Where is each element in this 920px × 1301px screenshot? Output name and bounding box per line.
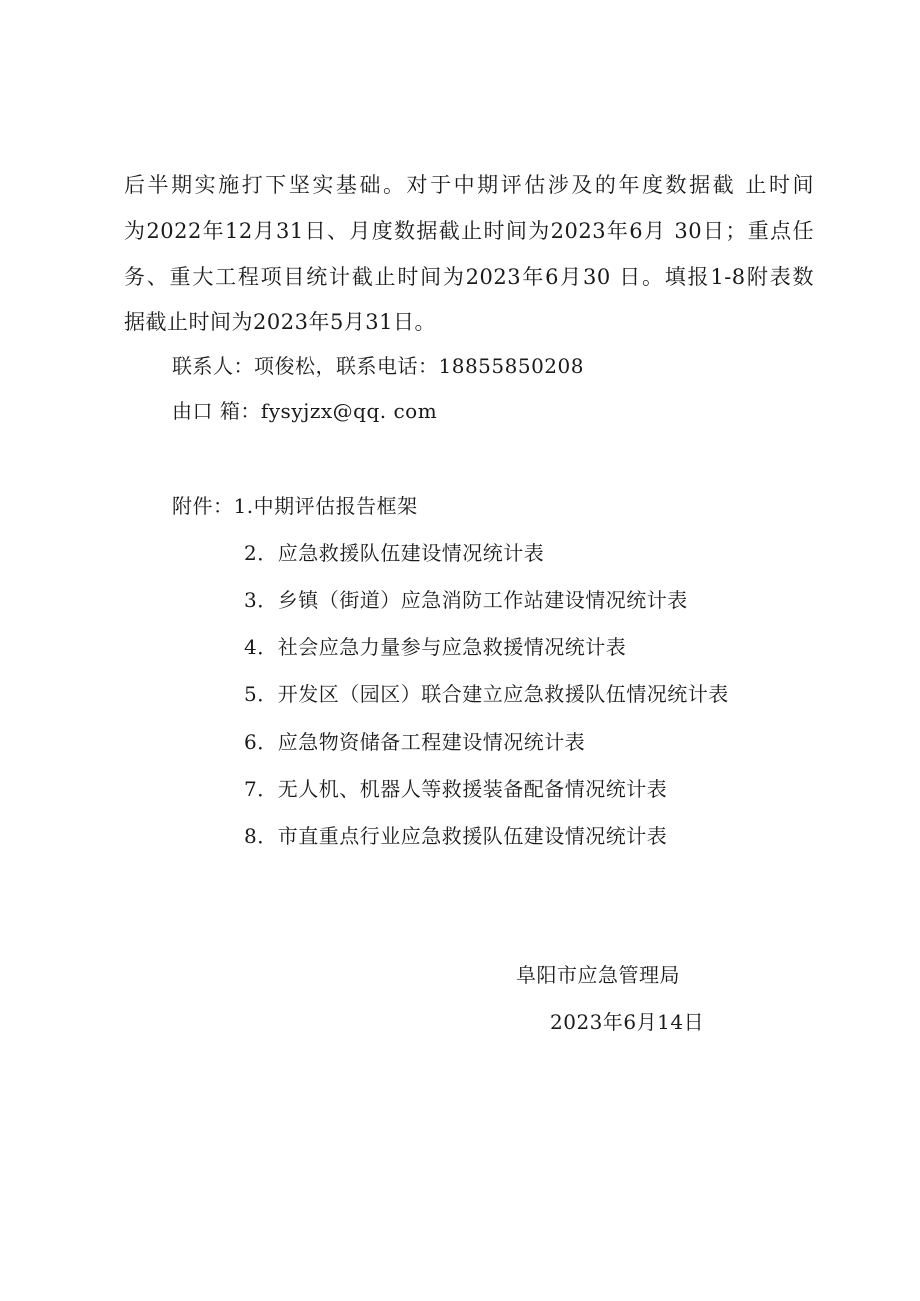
attachment-item-3: 3．乡镇（街道）应急消防工作站建设情况统计表 [244, 588, 688, 612]
attachment-item-7: 7．无人机、机器人等救援装备配备情况统计表 [244, 777, 668, 801]
attachment-item-4: 4．社会应急力量参与应急救援情况统计表 [244, 635, 627, 659]
attachment-item-2: 2．应急救援队伍建设情况统计表 [244, 541, 545, 565]
signature-date: 2023年6月14日 [550, 1010, 705, 1034]
attachment-item-6: 6．应急物资储备工程建设情况统计表 [244, 730, 586, 754]
attachment-item-5: 5．开发区（园区）联合建立应急救援队伍情况统计表 [244, 682, 729, 706]
attachment-item-8: 8．市直重点行业应急救援队伍建设情况统计表 [244, 824, 668, 848]
body-paragraph-line-1: 后半期实施打下坚实基础。对于中期评估涉及的年度数据截 止时间 [124, 173, 814, 197]
contact-person: 联系人：项俊松，联系电话：18855850208 [172, 354, 584, 378]
attachments-heading: 附件：1.中期评估报告框架 [172, 494, 418, 518]
body-paragraph-line-2: 为2022年12月31日、月度数据截止时间为2023年6月 30日；重点任 [124, 219, 814, 243]
body-paragraph-line-4: 据截止时间为2023年5月31日。 [124, 310, 437, 334]
contact-email: 由口 箱：fysyjzx@qq. com [172, 399, 438, 423]
signature-organization: 阜阳市应急管理局 [516, 963, 680, 987]
body-paragraph-line-3: 务、重大工程项目统计截止时间为2023年6月30 日。填报1-8附表数 [124, 265, 814, 289]
